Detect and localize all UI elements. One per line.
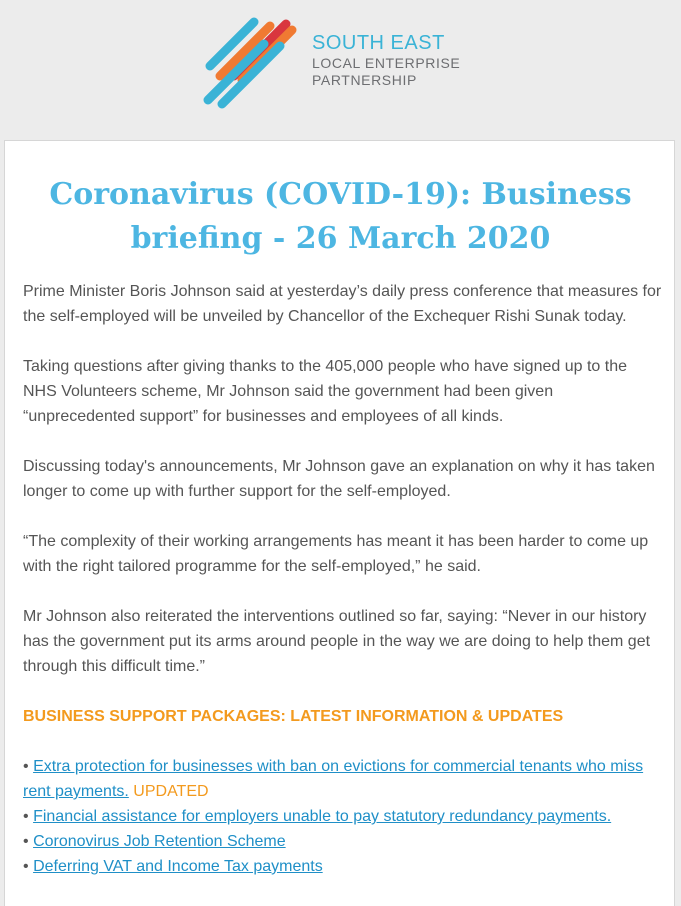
logo-line-south-east: SOUTH EAST [312,32,445,54]
article-card [4,140,675,906]
link-job-retention-scheme[interactable]: Coronovirus Job Retention Scheme [33,833,286,850]
logo-line-partnership: PARTNERSHIP [312,72,417,88]
list-item [23,804,663,829]
selep-logo[interactable] [198,14,488,114]
bullet-glyph: • [23,833,29,850]
logo-wordmark [312,32,460,89]
section-heading: BUSINESS SUPPORT PACKAGES: LATEST INFORMATION & UPDATES [23,708,564,725]
paragraph: “The complexity of their working arrangements has meant it has been harder to come up with the right tailored programme for the self-employed,” he said. [23,533,649,575]
paragraph: Mr Johnson also reiterated the interventions outlined so far, saying: “Never in our history has the government put its arms around people in the way we are doing to help them get through this difficult time.” [23,608,651,675]
updated-badge: UPDATED [133,783,209,800]
list-item [23,829,663,854]
link-deferring-vat[interactable]: Deferring VAT and Income Tax payments [33,858,323,875]
paragraph: Taking questions after giving thanks to the 405,000 people who have signed up to the NHS Volunteers scheme, Mr Johnson said the government had been given “unprecedented support” for businesses and employees of all kinds. [23,358,627,425]
paragraph: Prime Minister Boris Johnson said at yesterday’s daily press conference that measures for the self-employed will be unveiled by Chancellor of the Exchequer Rishi Sunak today. [23,283,662,325]
list-item [23,754,663,804]
link-evictions-ban[interactable]: Extra protection for businesses with ban on evictions for commercial tenants who miss rent payments. [23,758,644,800]
header-banner [0,0,681,140]
article-body [23,279,663,879]
support-links-list [23,754,663,879]
article-title: Coronavirus (COVID-19): Business briefing - 26 March 2020 [49,177,632,256]
bullet-glyph: • [23,808,29,825]
bullet-glyph: • [23,758,29,775]
paragraph: Discussing today's announcements, Mr Johnson gave an explanation on why it has taken longer to come up with further support for the self-employed. [23,458,655,500]
link-redundancy-assistance[interactable]: Financial assistance for employers unable to pay statutory redundancy payments. [33,808,612,825]
list-item [23,854,663,879]
bullet-glyph: • [23,858,29,875]
logo-stripes-icon [198,14,308,114]
logo-line-local-enterprise: LOCAL ENTERPRISE [312,55,461,71]
